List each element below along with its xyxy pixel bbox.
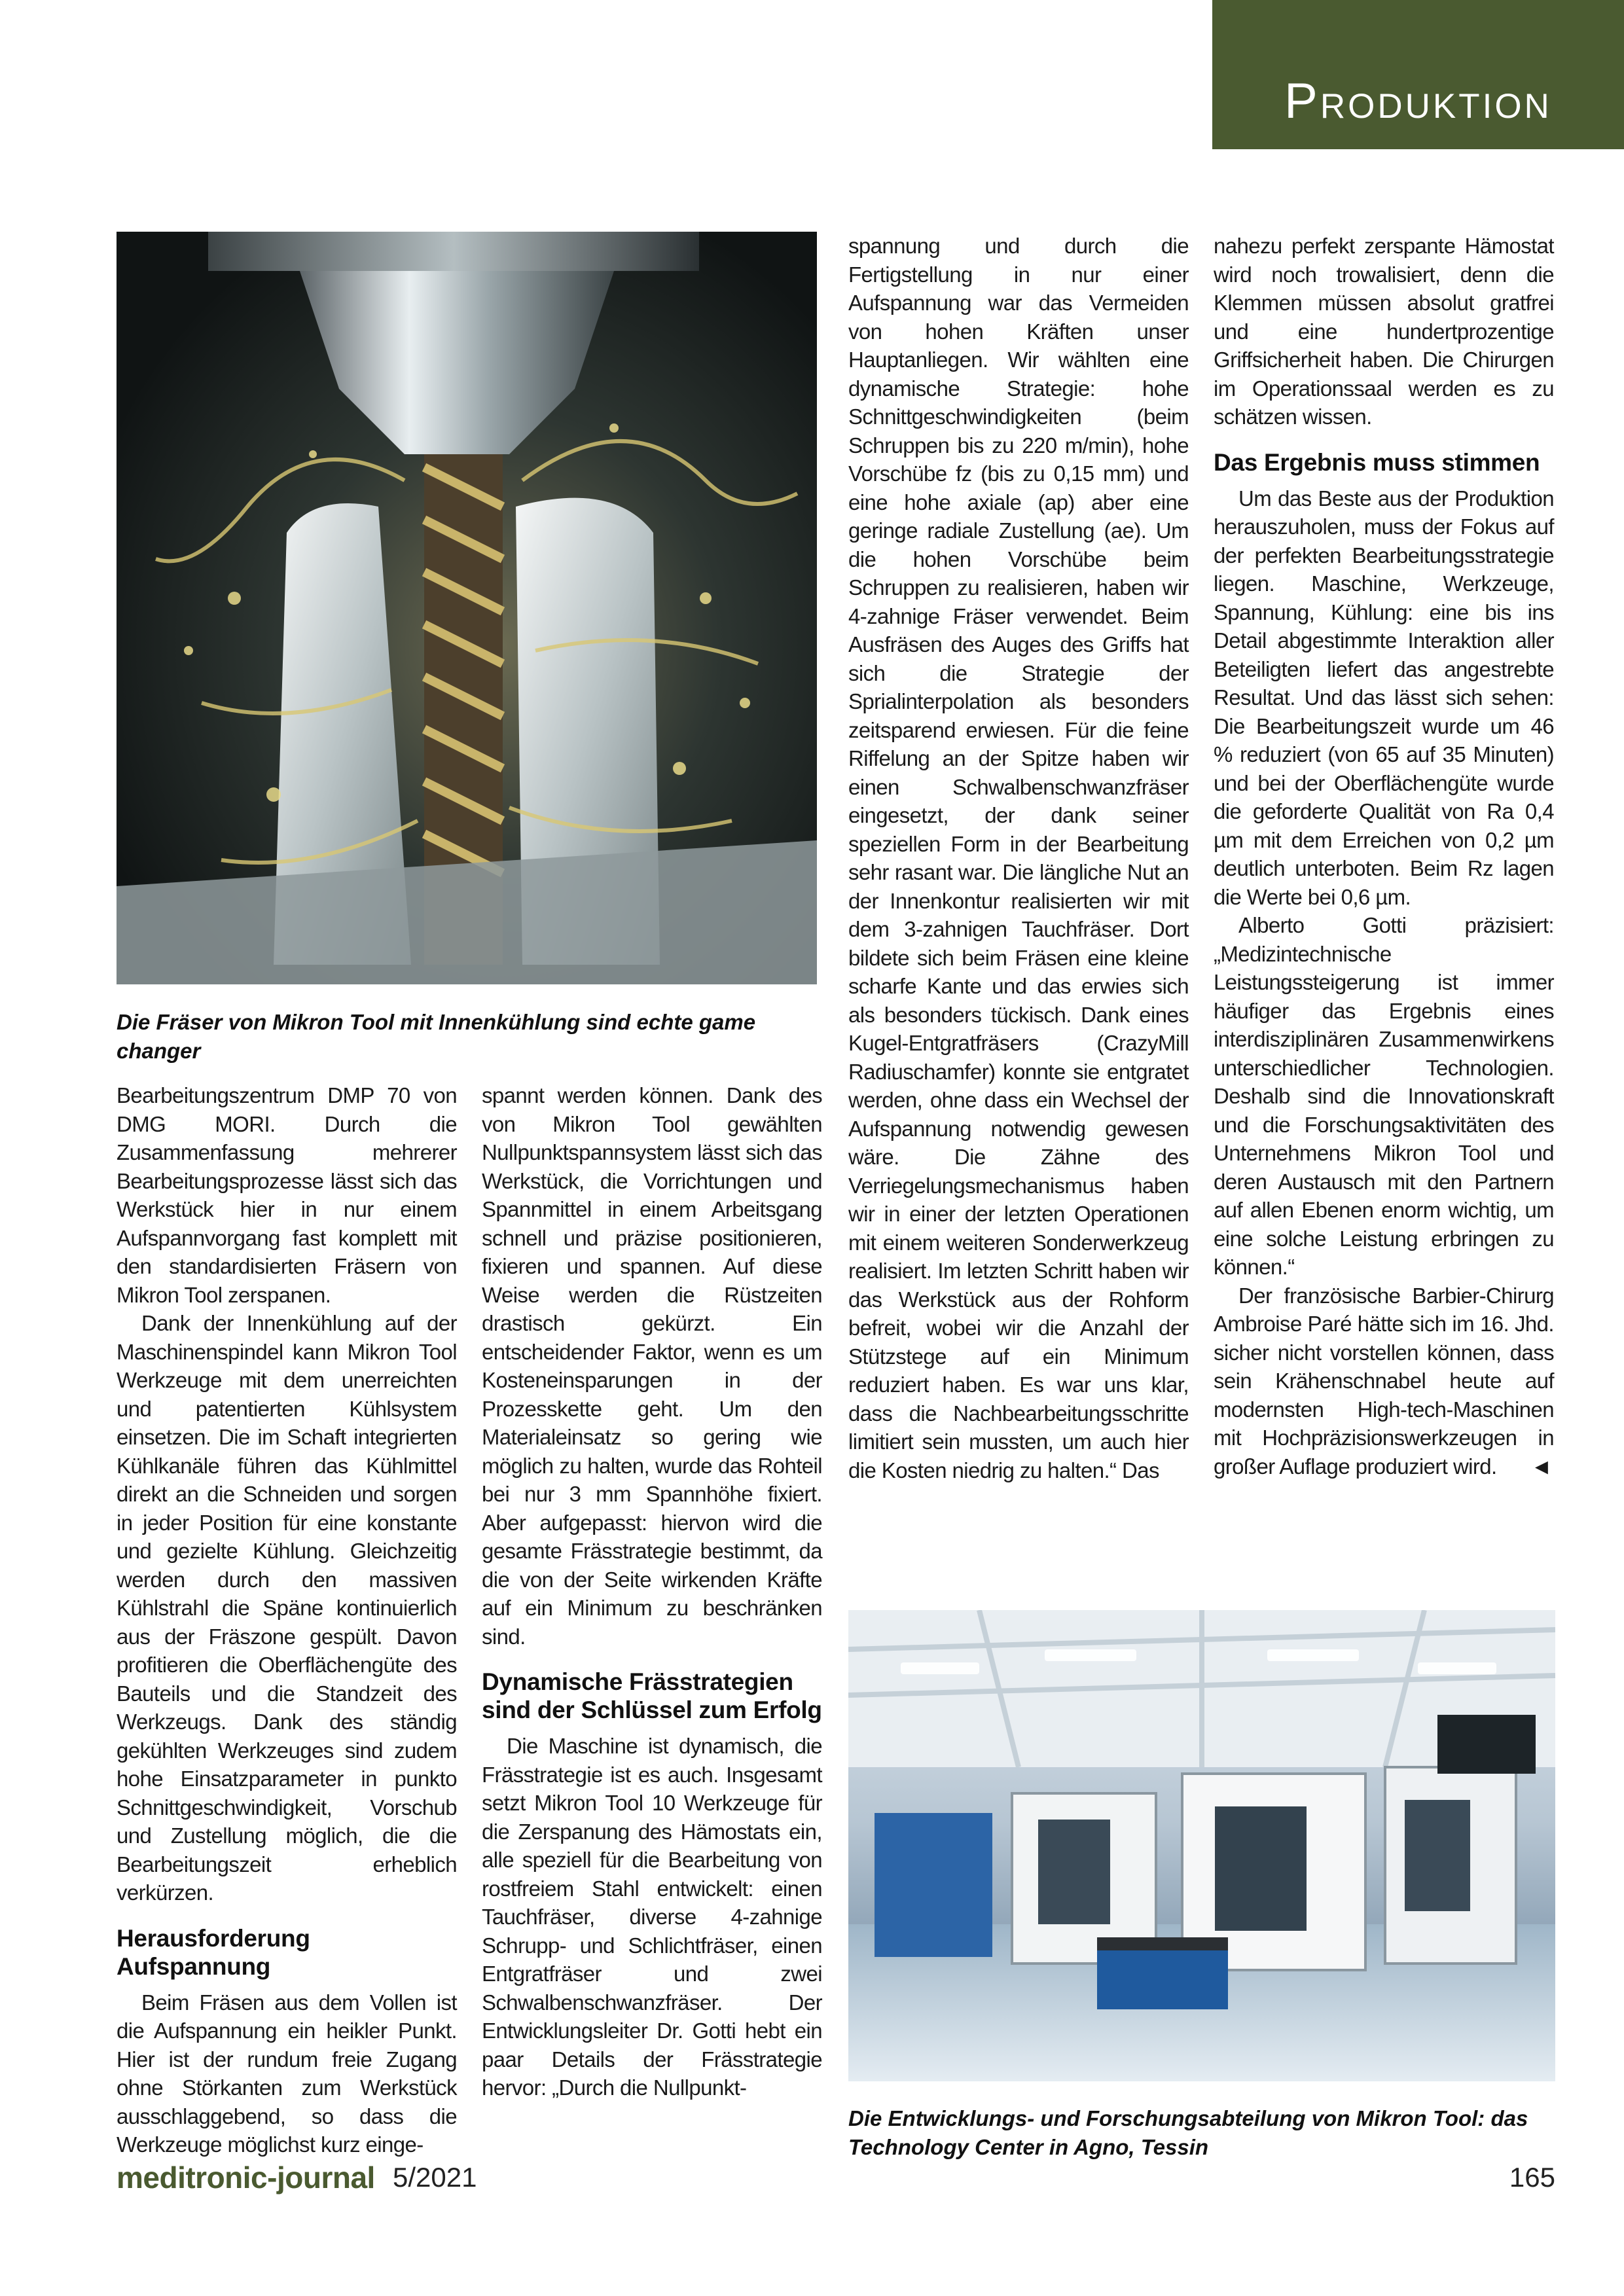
technology-center-graphic — [848, 1610, 1555, 2081]
article-column-3 — [848, 232, 1189, 1484]
section-header: Produktion — [1212, 0, 1624, 149]
technology-center-caption: Die Entwicklungs- und Forschungsabteilung von Mikron Tool: das Technology Center in Agno, Tessin — [848, 2106, 1528, 2159]
milling-photo-caption: Die Fräser von Mikron Tool mit Innenkühlung sind echte game changer — [117, 1010, 756, 1063]
article-column-4 — [1214, 232, 1554, 1480]
paragraph: spannung und durch die Fertigstellung in nur einer Aufspannung war das Vermeiden von hohen Kräften unser Hauptanliegen. Wir wählten eine dynamische Strategie: hohe Schnittgeschwindigkeiten (beim Schruppen bis zu 220 m/min), hohe Vorschübe fz (bis zu 0,15 mm) und eine hohe axiale (ap) aber eine geringe radiale Zustellung (ae). Um die hohen Vorschübe beim Schruppen zu realisieren, haben wir 4-zahnige Fräser verwendet. Beim Ausfräsen des Auges des Griffs hat sich die Strategie der Sprialinterpolation als besonders zeitsparend erwiesen. Für die feine Riffelung an der Spitze haben wir einen Schwalbenschwanzfräser eingesetzt, der dank seiner speziellen Form in der Bearbeitung sehr rasant war. Die längliche Nut an der Innenkontur realisierten wir mit dem 3-zahnigen Tauchfräser. Dort bildete sich beim Fräsen eine kleine scharfe Kante und das erwies sich als besonders tückisch. Dank eines Kugel-Entgratfräsers (CrazyMill Radiuschamfer) konnte sie entgratet werden, ohne dass ein Wechsel der Aufspannung notwendig gewesen wäre. Die Zähne des Verriegelungsmechanismus haben wir in einer der letzten Operationen mit einem weiteren Sonderwerkzeug realisiert. Im letzten Schritt haben wir das Werkstück aus der Rohform befreit, wobei wir die Anzahl der Stützstege auf ein Minimum reduziert haben. Es war uns klar, dass die Nachbearbeitungsschritte limitiert sein mussten, um auch hier die Kosten niedrig zu halten.“ Das — [848, 234, 1189, 1482]
issue-number: 5/2021 — [393, 2162, 477, 2193]
paragraph: Dank der Innenkühlung auf der Maschinenspindel kann Mikron Tool Werkzeuge mit dem unerreichten und patentierten Kühlsystem einsetzen. Die im Schaft integrierten Kühlkanäle führen das Kühlmittel direkt an die Schneiden und sorgen in jeder Position für eine konstante und gezielte Kühlung. Gleichzeitig werden durch den massiven Kühlstrahl die Späne kontinuierlich aus der Fräszone gespült. Davon profitieren die Oberflächengüte des Bauteils und die Standzeit des Werkzeugs. Dank des ständig gekühlten Werkzeuges sind zudem hohe Einsatzparameter in punkto Schnittgeschwindigkeit, Vorschub und Zustellung möglich, die die Bearbeitungszeit erheblich verkürzen. — [117, 1311, 457, 1905]
subheading: Dynamische Frässtrategien sind der Schlüssel zum Erfolg — [482, 1668, 822, 1723]
milling-photo — [117, 232, 817, 984]
paragraph: Beim Fräsen aus dem Vollen ist die Aufspannung ein heikler Punkt. Hier ist der rundum freie Zugang ohne Störkanten zum Werkstück ausschlaggebend, so dass die Werkzeuge möglichst kurz einge- — [117, 1990, 457, 2157]
paragraph: Alberto Gotti präzisiert: „Medizintechnische Leistungssteigerung ist immer häufiger das Ergebnis eines interdisziplinären Zusammenwirkens unterschiedlicher Technologien. Deshalb sind die Innovationskraft und die Forschungsaktivitäten des Unternehmens Mikron Tool und deren Austausch mit den Partnern auf allen Ebenen enorm wichtig, um eine solche Leistung erbringen zu können.“ — [1214, 913, 1554, 1279]
end-of-article-icon: ◄ — [1530, 1454, 1552, 1479]
paragraph-text: Der französische Barbier-Chirurg Ambroise Paré hätte sich im 16. Jhd. sicher nicht vorstellen können, dass sein Krähenschnabel heute auf modernsten High-tech-Maschinen mit Hochpräzisionswerkzeugen in großer Auflage produziert wird. — [1214, 1283, 1554, 1479]
technology-center-photo — [848, 1610, 1555, 2081]
paragraph: nahezu perfekt zerspante Hämostat wird noch trowalisiert, denn die Klemmen müssen absolut gratfrei und eine hundertprozentige Griffsicherheit haben. Die Chirurgen im Operationssaal werden es zu schätzen wissen. — [1214, 234, 1554, 429]
paragraph — [1214, 1282, 1554, 1481]
subheading: Herausforderung Aufspannung — [117, 1924, 310, 1980]
paragraph: Um das Beste aus der Produktion herauszuholen, muss der Fokus auf der perfekten Bearbeitungsstrategie liegen. Maschine, Werkzeuge, Spannung, Kühlung: eine bis ins Detail abgestimmte Interaktion aller Beteiligten liefert das angestrebte Resultat. Und das lässt sich sehen: Die Bearbeitungszeit wurde um 46 % reduziert (von 65 auf 35 Minuten) und bei der Oberflächengüte wurde die geforderte Qualität von Ra 0,4 µm mit dem Erreichen von 0,2 µm deutlich unterboten. Beim Rz lagen die Werte bei 0,6 µm. — [1214, 486, 1554, 909]
article-column-2 — [482, 1081, 822, 2102]
paragraph: Die Maschine ist dynamisch, die Frässtrategie ist es auch. Insgesamt setzt Mikron Tool 10 Werkzeuge für die Zerspanung des Hämostats ein, alle speziell für die Bearbeitung von rostfreiem Stahl entwickelt: einen Tauchfräser, diverse 4-zahnige Schrupp- und Schlichtfräser, einen Entgratfräser und zwei Schwalbenschwanzfräser. Der Entwicklungsleiter Dr. Gotti hebt ein paar Details der Frässtrategie hervor: „Durch die Nullpunkt- — [482, 1734, 822, 2100]
journal-logo: meditronic-journal — [117, 2161, 375, 2195]
subheading: Das Ergebnis muss stimmen — [1214, 448, 1540, 476]
paragraph: Bearbeitungszentrum DMP 70 von DMG MORI. Durch die Zusammenfassung mehrerer Bearbeitungsprozesse lässt sich das Werkstück hier in nur einem Aufspannvorgang fast komplett mit den standardisierten Fräsern von Mikron Tool zerspanen. — [117, 1083, 457, 1307]
page-number: 165 — [1509, 2162, 1555, 2193]
milling-photo-graphic — [117, 232, 817, 984]
article-column-1 — [117, 1081, 457, 2159]
paragraph: spannt werden können. Dank des von Mikron Tool gewählten Nullpunktspannsystem lässt sich das Werkstück, die Vorrichtungen und Spannmittel in einem Arbeitsgang schnell und präzise positionieren, fixieren und spannen. Auf diese Weise werden die Rüstzeiten drastisch gekürzt. Ein entscheidender Faktor, wenn es um Kosteneinsparungen in der Prozesskette geht. Um den Materialeinsatz so gering wie möglich zu halten, wurde das Rohteil bei nur 3 mm Spannhöhe fixiert. Aber aufgepasst: hiervon wird die gesamte Frässtrategie bestimmt, da die von der Seite wirkenden Kräfte auf ein Minimum zu beschränken sind. — [482, 1083, 822, 1649]
